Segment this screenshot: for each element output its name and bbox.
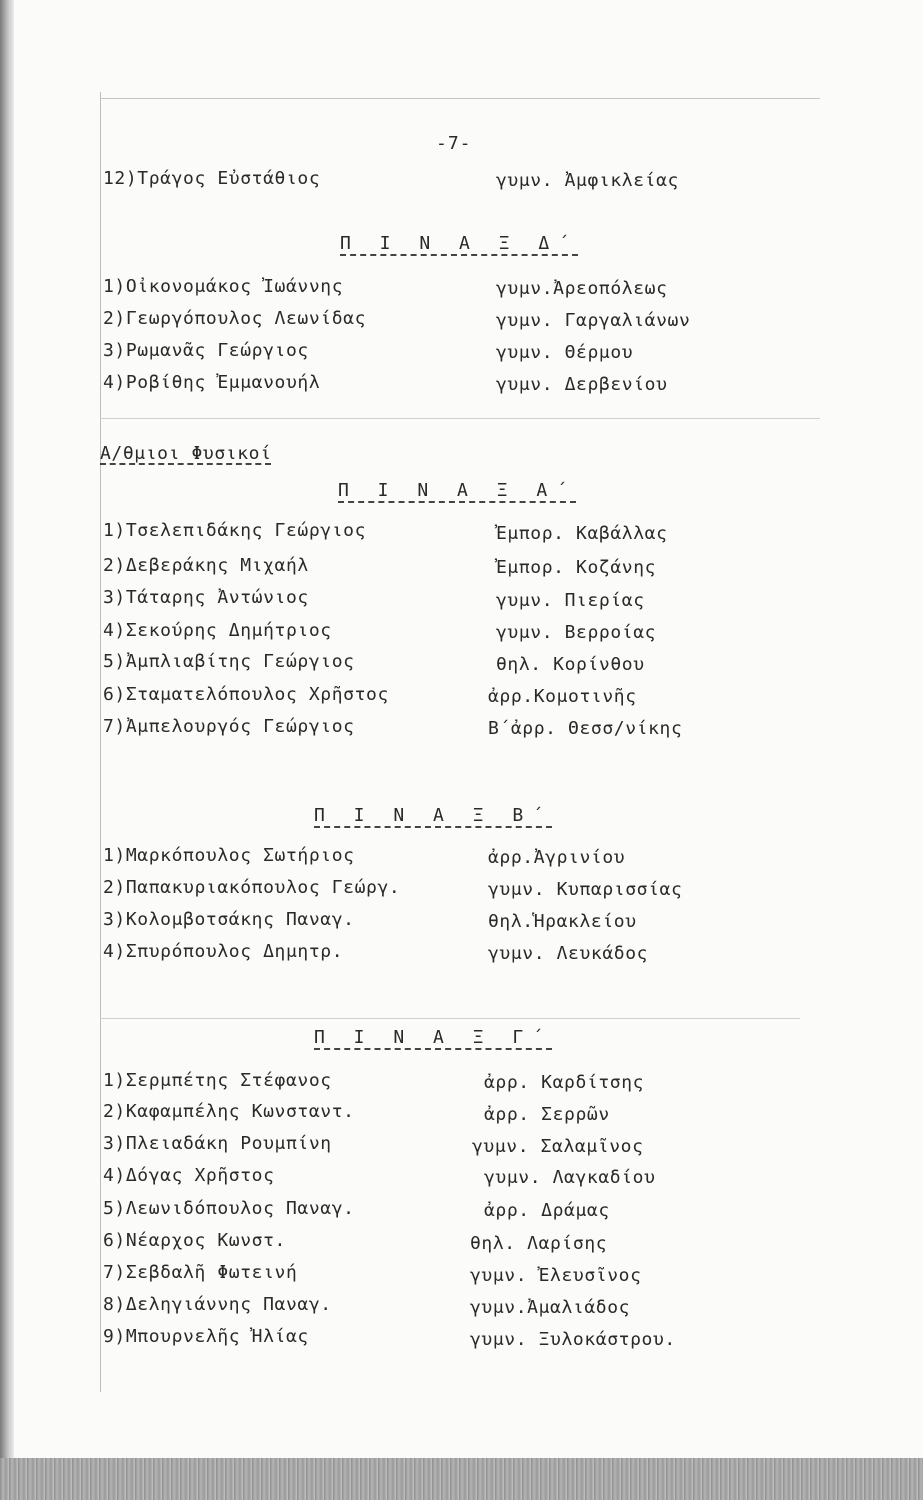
row-school: ἀρρ.Ἀγρινίου (488, 847, 626, 868)
row-name: 2)Γεωργόπουλος Λεωνίδας (103, 308, 367, 329)
row-school: γυμν. Λευκάδος (488, 943, 649, 964)
top-rule (100, 98, 820, 99)
row-name: 3)Ρωμανᾶς Γεώργιος (103, 340, 309, 361)
margin-rule (100, 92, 101, 1392)
row-name: 1)Σερμπέτης Στέφανος (103, 1070, 332, 1091)
row-school: γυμν. Γαργαλιάνων (496, 310, 691, 331)
row-school: ἀρρ.Κομοτινῆς (488, 686, 637, 707)
row-name: 2)Παπακυριακόπουλος Γεώργ. (103, 877, 401, 898)
row-name: 12)Τράγος Εὐστάθιος (103, 168, 321, 189)
row-school: γυμν. Ξυλοκάστρου. (470, 1329, 676, 1350)
row-school: γυμν. Δερβενίου (496, 374, 668, 395)
page-number: -7- (436, 133, 472, 154)
row-name: 2)Δεβεράκης Μιχαήλ (103, 555, 309, 576)
row-school: Β΄ἀρρ. Θεσσ/νίκης (488, 718, 683, 739)
row-school: θηλ. Κορίνθου (496, 654, 645, 675)
table-heading: Π Ι Ν Α Ξ Δ΄ (340, 233, 579, 254)
scan-edge (0, 1458, 923, 1500)
separator-rule (100, 1018, 800, 1019)
row-name: 1)Τσελεπιδάκης Γεώργιος (103, 520, 367, 541)
row-name: 4)Σεκούρης Δημήτριος (103, 620, 332, 641)
row-school: γυμν.Ἀμαλιάδος (470, 1297, 631, 1318)
row-school: γυμν. Κυπαρισσίας (488, 879, 683, 900)
category-label: Α/θμιοι Φυσικοί (100, 443, 272, 464)
row-school: γυμν. Ἀμφικλείας (496, 170, 679, 191)
table-heading: Π Ι Ν Α Ξ Β΄ (314, 805, 553, 826)
row-name: 4)Σπυρόπουλος Δημητρ. (103, 941, 344, 962)
row-name: 4)Ροβίθης Ἐμμανουήλ (103, 372, 321, 393)
row-name: 9)Μπουρνελῆς Ἠλίας (103, 1326, 309, 1347)
row-school: ἀρρ. Καρδίτσης (484, 1072, 645, 1093)
row-name: 6)Σταματελόπουλος Χρῆστος (103, 684, 389, 705)
separator-rule (100, 418, 820, 419)
row-school: θηλ. Λαρίσης (470, 1233, 608, 1254)
row-school: γυμν. Ἐλευσῖνος (470, 1265, 642, 1286)
row-school: γυμν. Βερροίας (496, 622, 657, 643)
row-school: γυμν. Θέρμου (496, 342, 634, 363)
binding-edge (0, 0, 14, 1500)
row-school: Ἐμπορ. Καβάλλας (496, 523, 668, 544)
row-name: 7)Ἀμπελουργός Γεώργιος (103, 716, 355, 737)
row-school: γυμν. Σαλαμῖνος (472, 1136, 644, 1157)
row-name: 8)Δεληγιάννης Παναγ. (103, 1294, 332, 1315)
row-name: 6)Νέαρχος Κωνστ. (103, 1230, 286, 1251)
row-name: 5)Λεωνιδόπουλος Παναγ. (103, 1198, 355, 1219)
row-school: γυμν. Λαγκαδίου (484, 1167, 656, 1188)
row-school: Ἐμπορ. Κοζάνης (496, 557, 657, 578)
row-school: ἀρρ. Δράμας (484, 1200, 610, 1221)
row-school: γυμν. Πιερίας (496, 590, 645, 611)
row-school: γυμν.Ἀρεοπόλεως (496, 278, 668, 299)
row-name: 4)Δόγας Χρῆστος (103, 1165, 275, 1186)
row-name: 7)Σεβδαλῆ Φωτεινή (103, 1262, 298, 1283)
row-name: 1)Μαρκόπουλος Σωτήριος (103, 845, 355, 866)
row-name: 3)Τάταρης Ἀντώνιος (103, 587, 309, 608)
table-heading: Π Ι Ν Α Ξ Γ΄ (314, 1027, 553, 1048)
row-name: 3)Πλειαδάκη Ρουμπίνη (103, 1133, 332, 1154)
row-name: 3)Κολομβοτσάκης Παναγ. (103, 909, 355, 930)
row-name: 2)Καφαμπέλης Κωνσταντ. (103, 1101, 355, 1122)
table-heading: Π Ι Ν Α Ξ Α΄ (338, 480, 577, 501)
row-name: 5)Ἀμπλιαβίτης Γεώργιος (103, 651, 355, 672)
row-name: 1)Οἰκονομάκος Ἰωάννης (103, 276, 344, 297)
row-school: θηλ.Ἡρακλείου (488, 911, 637, 932)
row-school: ἀρρ. Σερρῶν (484, 1104, 610, 1125)
